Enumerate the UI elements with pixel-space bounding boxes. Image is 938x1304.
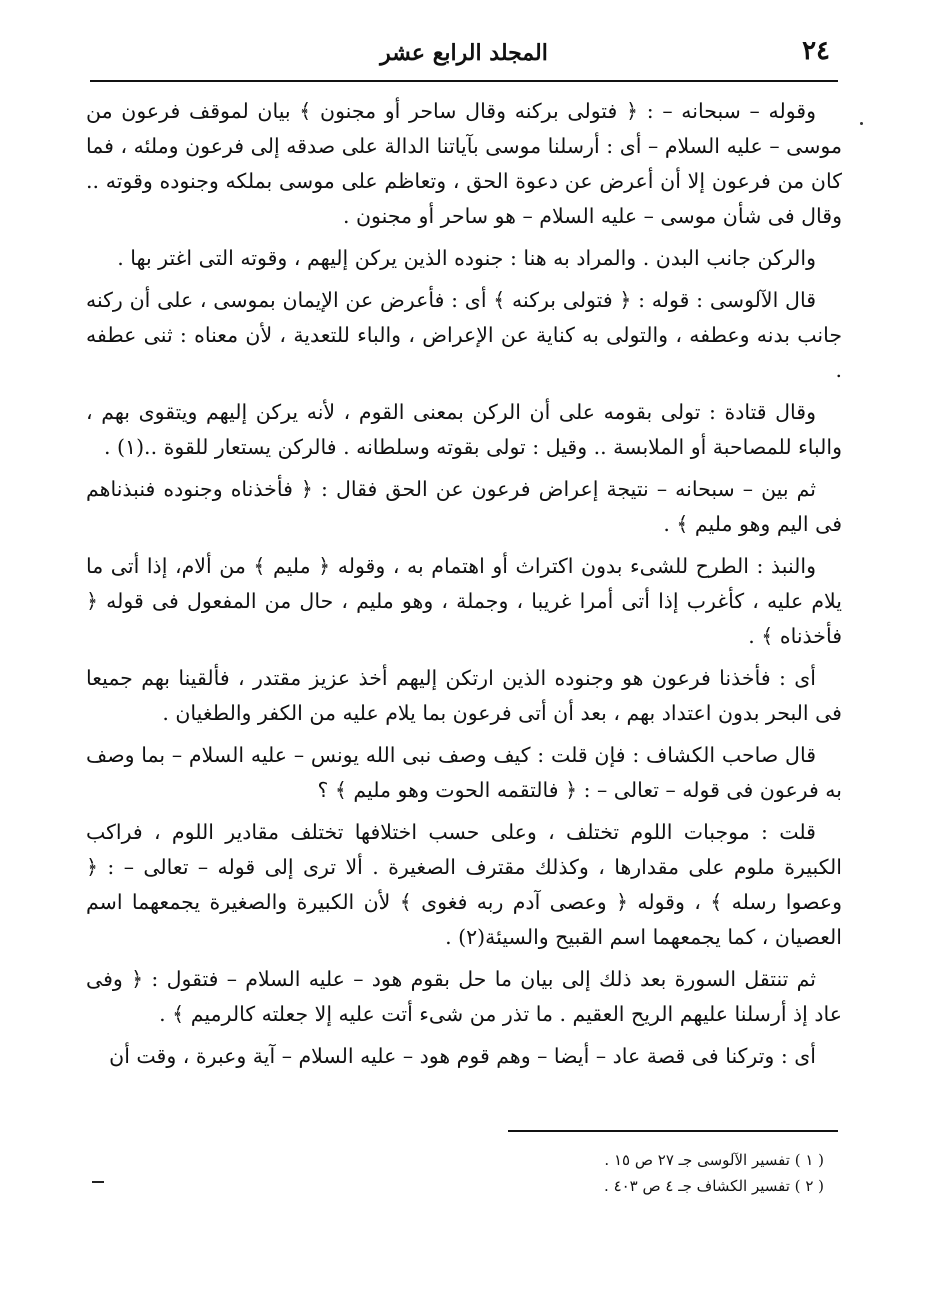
volume-title: المجلد الرابع عشر — [380, 40, 548, 66]
margin-speck — [860, 122, 863, 125]
paragraph: قال صاحب الكشاف : فإن قلت : كيف وصف نبى الله يونس – عليه السلام – بما وصف به فرعون فى قوله – تعالى – : ﴿ فالتقمه الحوت وهو مليم ﴾ ؟ — [86, 743, 842, 802]
paragraph: ثم تنتقل السورة بعد ذلك إلى بيان ما حل بقوم هود – عليه السلام – فتقول : ﴿ وفى عاد إذ أرسلنا عليهم الريح العقيم . ما تذر من شىء أتت عليه إلا جعلته كالرميم ﴾ . — [86, 967, 842, 1026]
footnote: ( ١ ) تفسير الآلوسى جـ ٢٧ ص ١٥ . — [604, 1151, 824, 1169]
paragraph: والركن جانب البدن . والمراد به هنا : جنوده الذين يركن إليهم ، وقوته التى اغتر بها . — [117, 246, 816, 270]
paragraph: أى : فأخذنا فرعون هو وجنوده الذين ارتكن إليهم أخذ عزيز مقتدر ، فألقينا بهم جميعا فى البحر بدون اعتداد بهم ، بعد أن أتى فرعون بما يلام عليه من الكفر والطغيان . — [86, 666, 842, 725]
paragraph: قال الآلوسى : قوله : ﴿ فتولى بركنه ﴾ أى : فأعرض عن الإيمان بموسى ، على أن ركنه جانب بدنه وعطفه ، والتولى به كناية عن الإعراض ، والباء للتعدية ، لأن معناه : ثنى عطفه . — [86, 288, 842, 382]
paragraph: وقال قتادة : تولى بقومه على أن الركن بمعنى القوم ، لأنه يركن إليهم ويتقوى بهم ، والباء للمصاحبة أو الملابسة .. وقيل : تولى بقوته وسلطانه . فالركن يستعار للقوة ..(١) . — [86, 400, 842, 459]
page-number: ٢٤ — [802, 36, 830, 66]
footnote: ( ٢ ) تفسير الكشاف جـ ٤ ص ٤٠٣ . — [604, 1177, 824, 1195]
footnotes — [404, 1147, 824, 1199]
paragraph: أى : وتركنا فى قصة عاد – أيضا – وهم قوم هود – عليه السلام – آية وعبرة ، وقت أن — [109, 1044, 816, 1068]
margin-dash — [92, 1181, 104, 1183]
paragraph: وقوله – سبحانه – : ﴿ فتولى بركنه وقال ساحر أو مجنون ﴾ بيان لموقف فرعون من موسى – عليه السلام – أى : أرسلنا موسى بآياتنا الدالة على صدقه إلى فرعون وملئه ، فما كان من فرعون إلا أن أعرض عن دعوة الحق ، وتعاظم على موسى بملكه وجنوده وقوته .. وقال فى شأن موسى – عليه السلام – هو ساحر أو مجنون . — [86, 99, 842, 228]
paragraph: قلت : موجبات اللوم تختلف ، وعلى حسب اختلافها تختلف مقادير اللوم ، فراكب الكبيرة ملوم على مقدارها ، وكذلك مقترف الصغيرة . ألا ترى إلى قوله – تعالى – : ﴿ وعصوا رسله ﴾ ، وقوله ﴿ وعصى آدم ربه فغوى ﴾ لأن الكبيرة والصغيرة يجمعهما اسم العصيان ، كما يجمعهما اسم القبيح والسيئة(٢) . — [86, 820, 842, 949]
body-text — [86, 94, 842, 1081]
paragraph: والنبذ : الطرح للشىء بدون اكتراث أو اهتمام به ، وقوله ﴿ مليم ﴾ من ألام، إذا أتى ما يلام عليه ، كأغرب إذا أتى أمرا غريبا ، وجملة ، وهو مليم ، حال من المفعول فى قوله ﴿ فأخذناه ﴾ . — [86, 554, 842, 648]
paragraph: ثم بين – سبحانه – نتيجة إعراض فرعون عن الحق فقال : ﴿ فأخذناه وجنوده فنبذناهم فى اليم وهو مليم ﴾ . — [86, 477, 842, 536]
footnote-divider — [508, 1130, 838, 1132]
page-header — [90, 36, 838, 82]
